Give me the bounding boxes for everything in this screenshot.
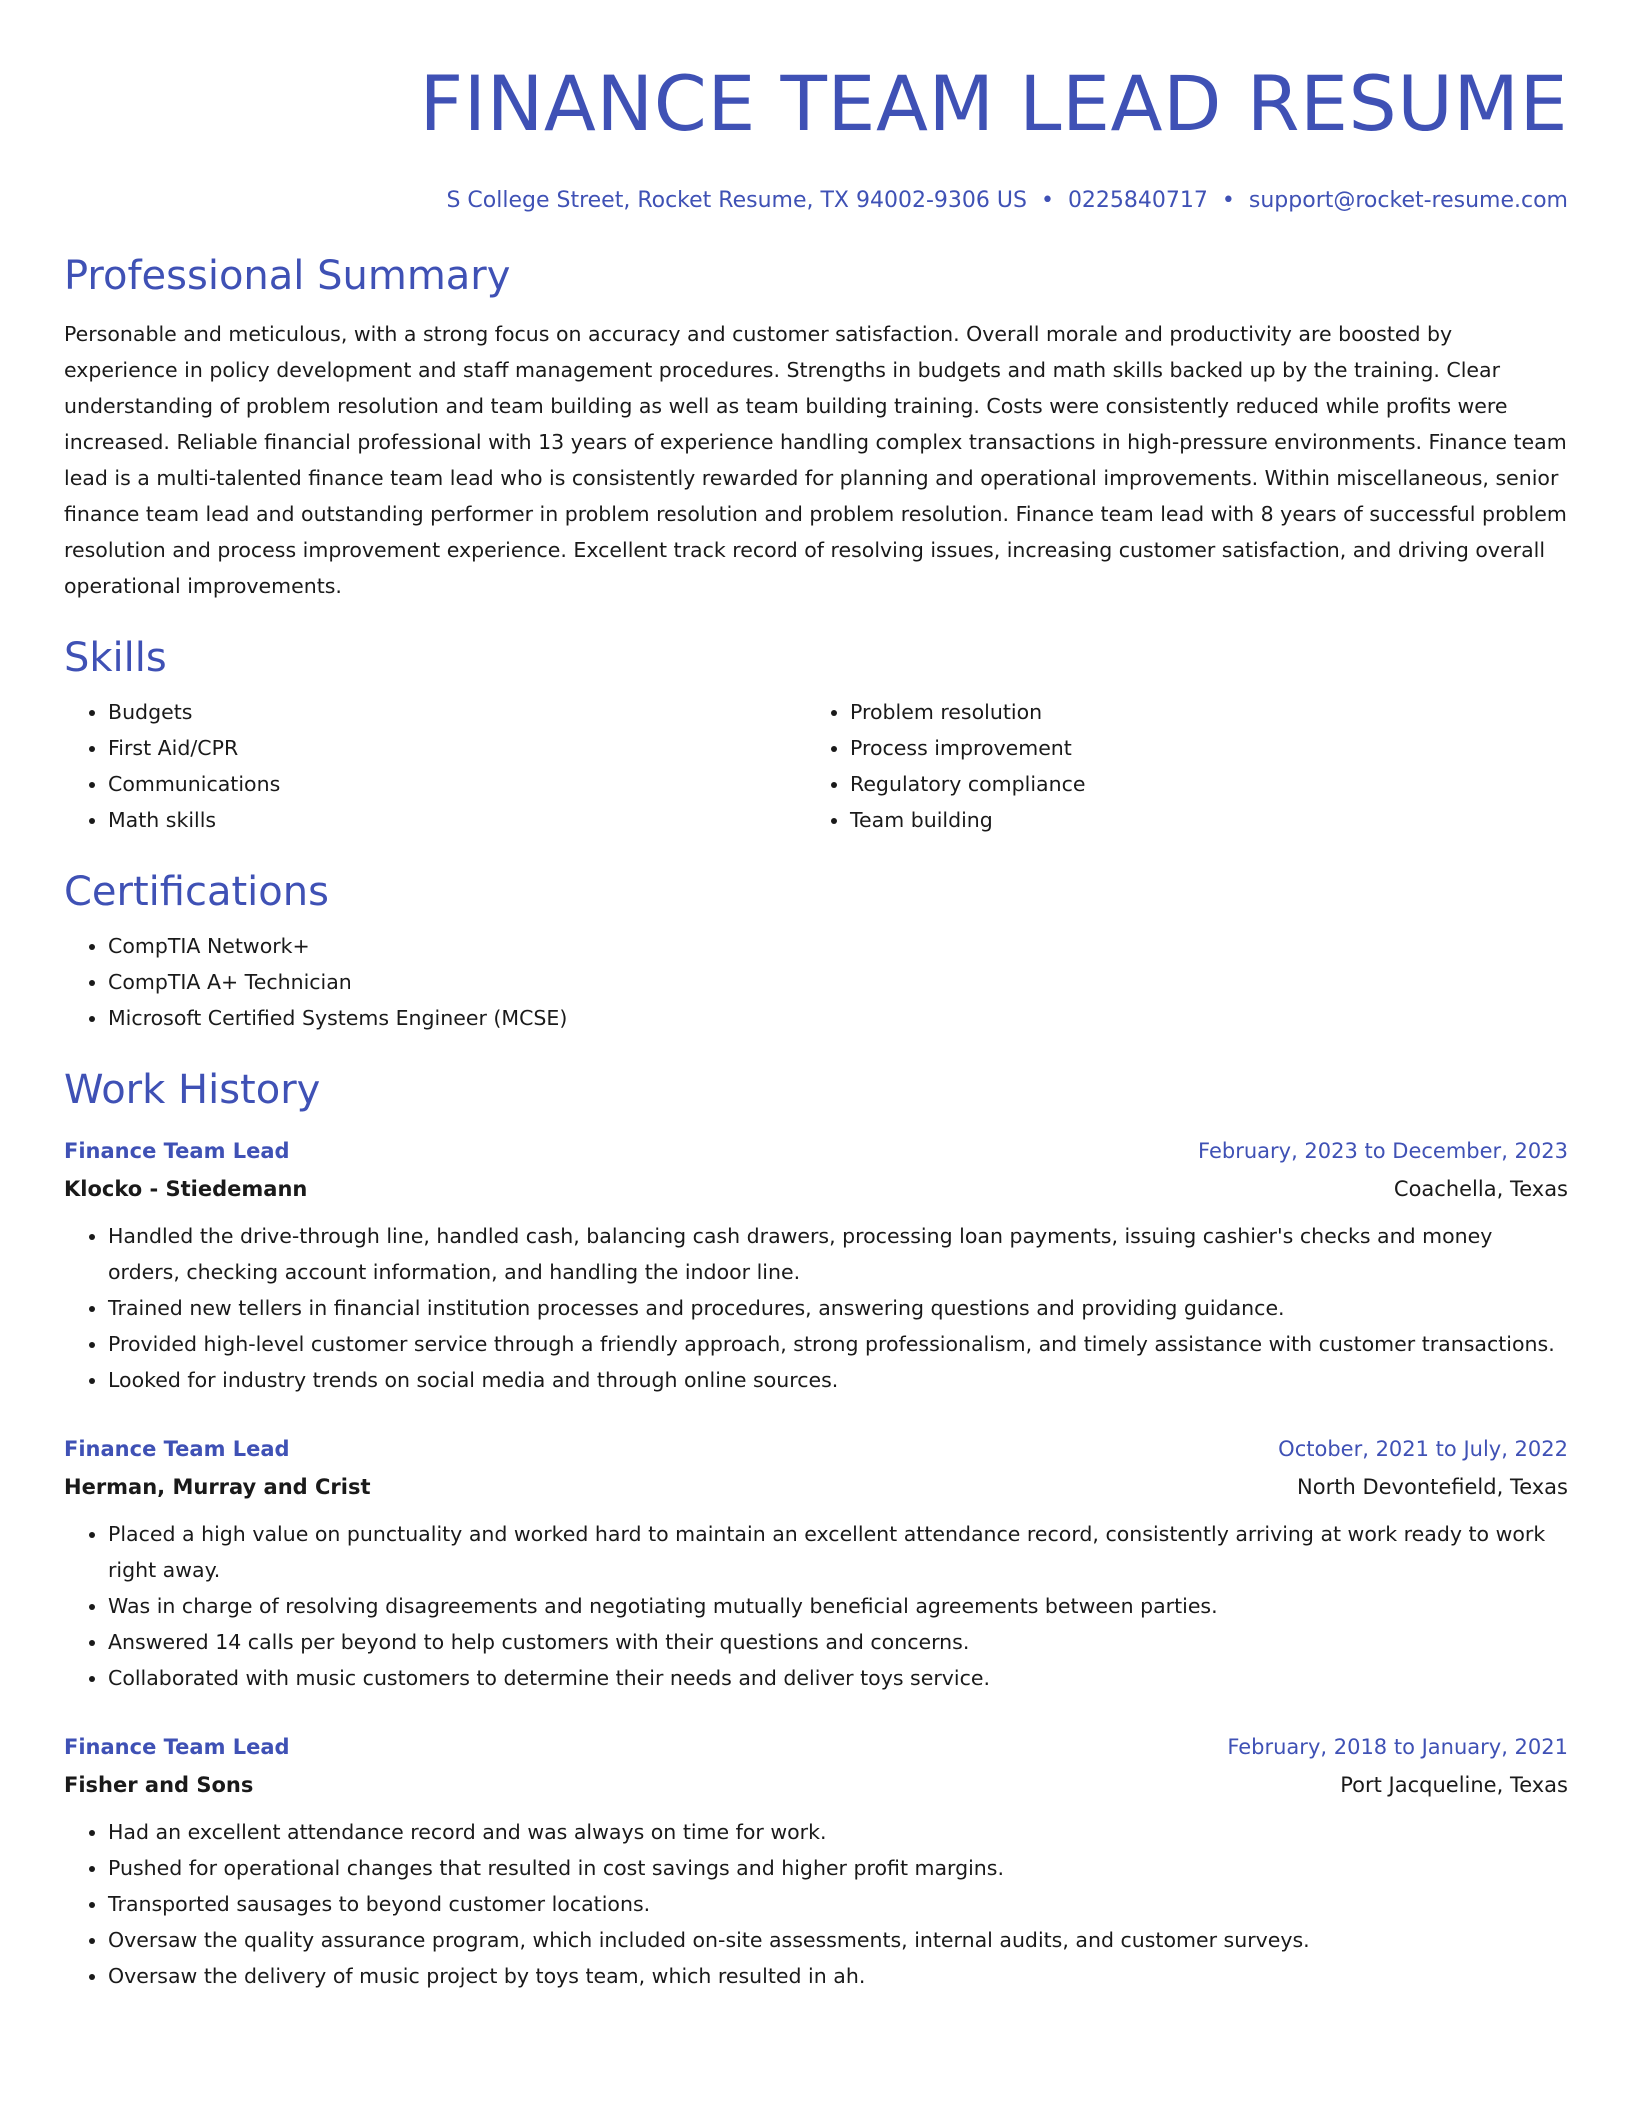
job-bullets <box>64 1814 1568 1994</box>
job-location: Port Jacqueline, Texas <box>1340 1773 1568 1797</box>
job-bullet: • Placed a high value on punctuality and worked hard to maintain an excellent attendance record, consistently arriving at work ready to work right away. <box>108 1516 1568 1588</box>
job-company-row <box>64 1170 1568 1208</box>
job-bullet: • Transported sausages to beyond customer locations. <box>108 1886 1568 1922</box>
certifications-list <box>64 928 1568 1036</box>
skill-item: • First Aid/CPR <box>108 730 806 766</box>
job-title: Finance Team Lead <box>64 1139 290 1163</box>
skill-item: • Problem resolution <box>850 694 1548 730</box>
job-header-row <box>64 1728 1568 1766</box>
job-dates: February, 2023 to December, 2023 <box>1198 1139 1568 1163</box>
job-bullet: • Looked for industry trends on social media and through online sources. <box>108 1362 1568 1398</box>
job-bullet: • Oversaw the delivery of music project by toys team, which resulted in ah. <box>108 1958 1568 1994</box>
job-company: Klocko - Stiedemann <box>64 1177 308 1201</box>
skill-item: • Process improvement <box>850 730 1548 766</box>
job-company: Herman, Murray and Crist <box>64 1475 371 1499</box>
contact-separator: • <box>1040 188 1054 213</box>
contact-separator: • <box>1221 188 1235 213</box>
summary-text: Personable and meticulous, with a strong focus on accuracy and customer satisfaction. Overall morale and productivity are boosted by experience in policy development and staff management procedures. Strengths in budgets and math skills backed up by the training. Clear understanding of problem resolution and team building as well as team building training. Costs were consistently reduced while profits were increased. Reliable financial professional with 13 years of experience handling complex transactions in high-pressure environments. Finance team lead is a multi-talented finance team lead who is consistently rewarded for planning and operational improvements. Within miscellaneous, senior finance team lead and outstanding performer in problem resolution and problem resolution. Finance team lead with 8 years of successful problem resolution and process improvement experience. Excellent track record of resolving issues, increasing customer satisfaction, and driving overall operational improvements. <box>64 322 1567 598</box>
skill-item: • Team building <box>850 802 1548 838</box>
job-header-row <box>64 1430 1568 1468</box>
certification-item: • Microsoft Certified Systems Engineer (MCSE) <box>108 1000 1568 1036</box>
skill-item: • Communications <box>108 766 806 802</box>
skills-list-left <box>64 694 806 838</box>
job-location: Coachella, Texas <box>1393 1177 1568 1201</box>
job-dates: October, 2021 to July, 2022 <box>1278 1437 1568 1461</box>
job-bullet: • Collaborated with music customers to determine their needs and deliver toys service. <box>108 1660 1568 1696</box>
skills-column-right <box>806 694 1548 838</box>
job-bullet: • Provided high-level customer service through a friendly approach, strong professionalism, and timely assistance with customer transactions. <box>108 1326 1568 1362</box>
job-bullet: • Oversaw the quality assurance program, which included on-site assessments, internal audits, and customer surveys. <box>108 1922 1568 1958</box>
job-company-row <box>64 1468 1568 1506</box>
contact-line <box>64 186 1568 216</box>
summary-heading: Professional Summary <box>64 253 511 299</box>
job-header-row <box>64 1132 1568 1170</box>
job-bullet: • Was in charge of resolving disagreements and negotiating mutually beneficial agreements between parties. <box>108 1588 1568 1624</box>
skill-item: • Math skills <box>108 802 806 838</box>
job-bullet: • Answered 14 calls per beyond to help customers with their questions and concerns. <box>108 1624 1568 1660</box>
job-location: North Devontefield, Texas <box>1297 1475 1568 1499</box>
job-bullet: • Trained new tellers in financial institution processes and procedures, answering questions and providing guidance. <box>108 1290 1568 1326</box>
resume-title: FINANCE TEAM LEAD RESUME <box>419 59 1568 148</box>
resume-page <box>64 0 1568 1994</box>
certifications-heading: Certifications <box>64 869 329 915</box>
skill-item: • Budgets <box>108 694 806 730</box>
job-title: Finance Team Lead <box>64 1437 290 1461</box>
job-bullets <box>64 1218 1568 1398</box>
contact-phone: 0225840717 <box>1067 188 1208 213</box>
job-bullet: • Pushed for operational changes that resulted in cost savings and higher profit margins. <box>108 1850 1568 1886</box>
job-entry <box>64 1430 1568 1696</box>
job-company: Fisher and Sons <box>64 1773 254 1797</box>
job-title: Finance Team Lead <box>64 1735 290 1759</box>
contact-address: S College Street, Rocket Resume, TX 94002-9306 US <box>446 188 1027 213</box>
skills-columns <box>64 694 1568 838</box>
skills-heading: Skills <box>64 635 167 681</box>
job-bullets <box>64 1516 1568 1696</box>
job-entry <box>64 1728 1568 1994</box>
job-entry <box>64 1132 1568 1398</box>
skill-item: • Regulatory compliance <box>850 766 1548 802</box>
job-bullet: • Had an excellent attendance record and was always on time for work. <box>108 1814 1568 1850</box>
work-history-heading: Work History <box>64 1067 321 1113</box>
skills-list-right <box>806 694 1548 838</box>
skills-column-left <box>64 694 806 838</box>
certification-item: • CompTIA A+ Technician <box>108 964 1568 1000</box>
job-bullet: • Handled the drive-through line, handled cash, balancing cash drawers, processing loan payments, issuing cashier's checks and money orders, checking account information, and handling the indoor line. <box>108 1218 1568 1290</box>
job-company-row <box>64 1766 1568 1804</box>
contact-email: support@rocket-resume.com <box>1248 188 1568 213</box>
job-dates: February, 2018 to January, 2021 <box>1227 1735 1568 1759</box>
certification-item: • CompTIA Network+ <box>108 928 1568 964</box>
